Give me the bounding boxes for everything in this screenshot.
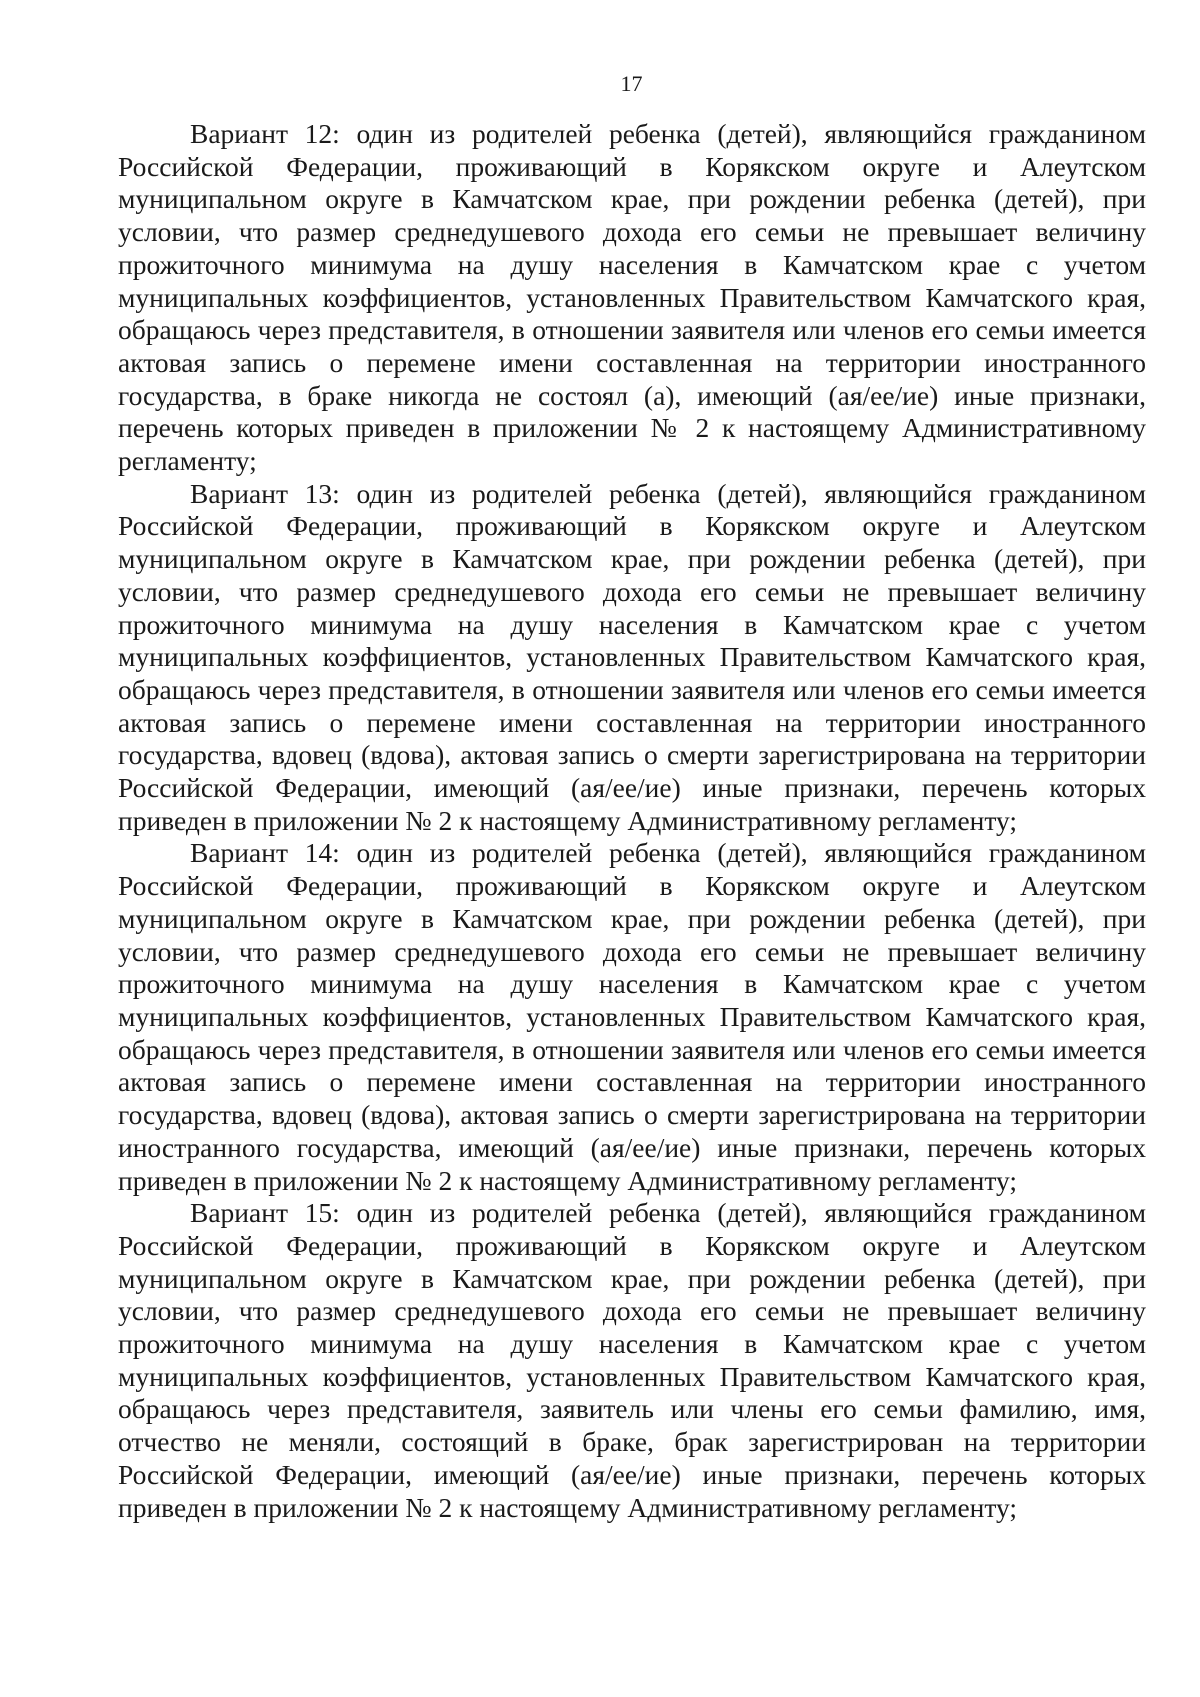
page-number: 17 [620, 71, 643, 96]
paragraph-variant-14: Вариант 14: один из родителей ребенка (детей), являющийся гражданином Российской Федерации, проживающий в Корякском округе и Алеутском муниципальном округе в Камчатском крае, при рождении ребенка (детей), при условии, что размер среднедушевого дохода его семьи не превышает величину прожиточного минимума на душу населения в Камчатском крае с учетом муниципальных коэффициентов, установленных Правительством Камчатского края, обращаюсь через представителя, в отношении заявителя или членов его семьи имеется актовая запись о перемене имени составленная на территории иностранного государства, вдовец (вдова), актовая запись о смерти зарегистрирована на территории иностранного государства, имеющий (ая/ее/ие) иные признаки, перечень которых приведен в приложении № 2 к настоящему Административному регламенту; [118, 837, 1146, 1196]
document-body [118, 118, 1146, 1524]
paragraph-variant-15: Вариант 15: один из родителей ребенка (детей), являющийся гражданином Российской Федерации, проживающий в Корякском округе и Алеутском муниципальном округе в Камчатском крае, при рождении ребенка (детей), при условии, что размер среднедушевого дохода его семьи не превышает величину прожиточного минимума на душу населения в Камчатском крае с учетом муниципальных коэффициентов, установленных Правительством Камчатского края, обращаюсь через представителя, заявитель или члены его семьи фамилию, имя, отчество не меняли, состоящий в браке, брак зарегистрирован на территории Российской Федерации, имеющий (ая/ее/ие) иные признаки, перечень которых приведен в приложении № 2 к настоящему Административному регламенту; [118, 1197, 1146, 1523]
paragraph-variant-13: Вариант 13: один из родителей ребенка (детей), являющийся гражданином Российской Федерации, проживающий в Корякском округе и Алеутском муниципальном округе в Камчатском крае, при рождении ребенка (детей), при условии, что размер среднедушевого дохода его семьи не превышает величину прожиточного минимума на душу населения в Камчатском крае с учетом муниципальных коэффициентов, установленных Правительством Камчатского края, обращаюсь через представителя, в отношении заявителя или членов его семьи имеется актовая запись о перемене имени составленная на территории иностранного государства, вдовец (вдова), актовая запись о смерти зарегистрирована на территории Российской Федерации, имеющий (ая/ее/ие) иные признаки, перечень которых приведен в приложении № 2 к настоящему Административному регламенту; [118, 477, 1146, 836]
paragraph-variant-12: Вариант 12: один из родителей ребенка (детей), являющийся гражданином Российской Федерации, проживающий в Корякском округе и Алеутском муниципальном округе в Камчатском крае, при рождении ребенка (детей), при условии, что размер среднедушевого дохода его семьи не превышает величину прожиточного минимума на душу населения в Камчатском крае с учетом муниципальных коэффициентов, установленных Правительством Камчатского края, обращаюсь через представителя, в отношении заявителя или членов его семьи имеется актовая запись о перемене имени составленная на территории иностранного государства, в браке никогда не состоял (а), имеющий (ая/ее/ие) иные признаки, перечень которых приведен в приложении № 2 к настоящему Административному регламенту; [118, 118, 1146, 477]
